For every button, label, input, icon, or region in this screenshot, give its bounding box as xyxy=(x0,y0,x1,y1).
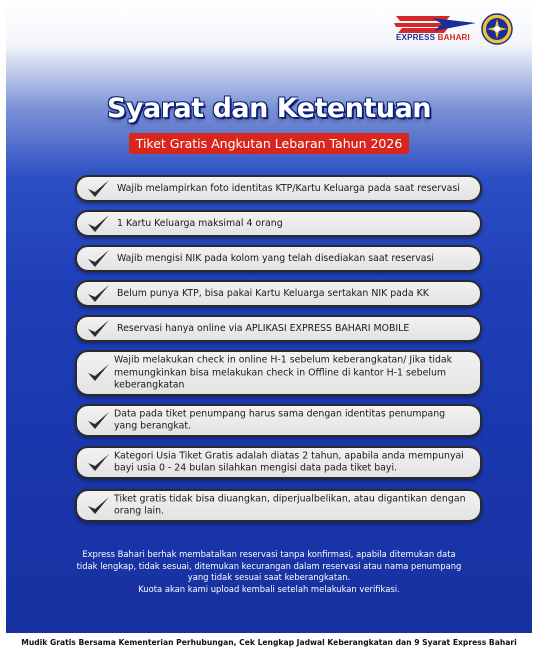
express-bahari-logo-icon xyxy=(392,14,480,34)
checkmark-icon xyxy=(86,213,111,235)
checkmark-icon xyxy=(86,495,111,517)
rule-item-6 xyxy=(75,350,482,396)
article-caption: Mudik Gratis Bersama Kementerian Perhubungan, Cek Lengkap Jadwal Keberangkatan dan 9 Syarat Express Bahari xyxy=(21,638,517,647)
footer-line-4: Kuota akan kami upload kembali setelah melakukan verifikasi. xyxy=(138,583,400,594)
rule-item-1 xyxy=(75,175,482,202)
checkmark-icon xyxy=(86,178,111,200)
checkmark-icon xyxy=(86,452,111,474)
footer-disclaimer xyxy=(66,549,472,595)
rule-text: Wajib mengisi NIK pada kolom yang telah disediakan saat reservasi xyxy=(117,252,435,264)
rule-text: Wajib melakukan check in online H-1 sebelum keberangkatan/ Jika tidak memungkinkan bisa melakukan check in Offline di kantor H-1 sebelum keberangkatan xyxy=(114,354,453,391)
logo-word-bahari: BAHARI xyxy=(437,33,470,42)
logo-wordmark xyxy=(396,33,470,42)
footer-line-1: Express Bahari berhak membatalkan reservasi tanpa konfirmasi, apabila ditemukan data xyxy=(82,549,456,559)
rule-item-4 xyxy=(75,280,482,307)
rule-item-9 xyxy=(75,489,482,522)
ministry-seal-icon xyxy=(481,13,513,45)
logo-word-express: EXPRESS xyxy=(396,33,436,42)
rule-item-3 xyxy=(75,245,482,272)
rule-text: 1 Kartu Keluarga maksimal 4 orang xyxy=(117,217,283,229)
rule-item-2 xyxy=(75,210,482,237)
rule-text: Kategori Usia Tiket Gratis adalah diatas 2 tahun, apabila anda mempunyai bayi usia 0 - 24 bulan silahkan mengisi data pada tiket bayi. xyxy=(114,450,464,474)
rule-text: Wajib melampirkan foto identitas KTP/Kartu Keluarga pada saat reservasi xyxy=(117,182,460,194)
checkmark-icon xyxy=(86,248,111,270)
footer-line-2: tidak lengkap, tidak sesuai, ditemukan kecurangan dalam reservasi atau nama penumpang xyxy=(76,560,462,571)
subtitle-wrap xyxy=(6,133,532,154)
rule-text: Tiket gratis tidak bisa diuangkan, diperjualbelikan, atau digantikan dengan orang lain. xyxy=(114,493,466,517)
rule-item-5 xyxy=(75,315,482,342)
footer-line-3: yang tidak sesuai saat keberangkatan. xyxy=(187,572,351,582)
rule-item-7 xyxy=(75,404,482,437)
checkmark-icon xyxy=(86,410,111,432)
page-subtitle: Tiket Gratis Angkutan Lebaran Tahun 2026 xyxy=(129,133,410,154)
rule-text: Data pada tiket penumpang harus sama dengan identitas penumpang yang berangkat. xyxy=(114,408,446,432)
poster xyxy=(6,0,532,633)
checkmark-icon xyxy=(86,318,111,340)
rule-item-8 xyxy=(75,446,482,479)
rule-text: Reservasi hanya online via APLIKASI EXPRESS BAHARI MOBILE xyxy=(117,322,410,334)
checkmark-icon xyxy=(86,283,111,305)
express-bahari-logo xyxy=(392,14,480,44)
rule-text: Belum punya KTP, bisa pakai Kartu Keluarga sertakan NIK pada KK xyxy=(117,287,429,299)
checkmark-icon xyxy=(86,362,111,384)
page-title: Syarat dan Ketentuan xyxy=(106,93,432,124)
